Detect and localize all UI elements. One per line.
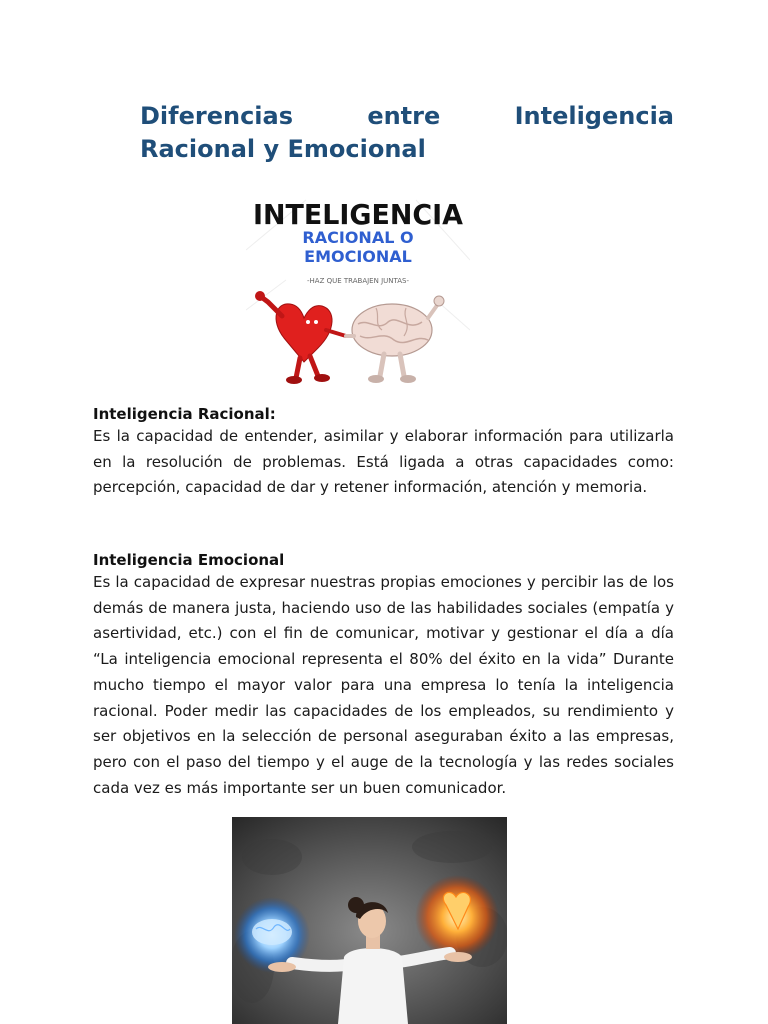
page-title [140, 100, 674, 166]
hero-illustration [246, 190, 470, 390]
section-body: Es la capacidad de entender, asimilar y elaborar información para utilizarla en la resolución de problemas. Está ligada a otras capacidades como: percepción, capacidad de dar y retener información, atención y memoria. [93, 427, 674, 497]
section-heading: Inteligencia Emocional [93, 551, 285, 569]
brain-character-icon [346, 296, 444, 383]
heart-character-icon [255, 291, 346, 384]
hero-subheading-2: EMOCIONAL [304, 247, 412, 266]
hero-heading: INTELIGENCIA [253, 198, 464, 231]
glowing-heart-icon [415, 875, 499, 959]
hero-tagline: -HAZ QUE TRABAJEN JUNTAS- [307, 277, 409, 285]
section-heading: Inteligencia Racional: [93, 405, 276, 423]
hero-subheading-1: RACIONAL O [302, 228, 414, 247]
title-line-2: Racional y Emocional [140, 135, 426, 163]
title-line-1: Diferencias entre Inteligencia [140, 102, 674, 130]
woman-brain-heart-photo [232, 817, 507, 1024]
section-emocional [93, 550, 674, 801]
section-body: Es la capacidad de expresar nuestras propias emociones y percibir las de los demás de manera justa, haciendo uso de las habilidades sociales (empatía y asertividad, etc.) con el fin de comunicar, motivar y gestionar el día a día “La inteligencia emocional representa el 80% del éxito en la vida” Durante mucho tiempo el mayor valor para una empresa lo tenía la inteligencia racional. Poder medir las capacidades de los empleados, su rendimiento y ser objetivos en la selección de personal aseguraban éxito a las empresas, pero con el paso del tiempo y el auge de la tecnología y las redes sociales cada vez es más importante ser un buen comunicador. [93, 573, 674, 797]
section-racional [93, 404, 674, 501]
